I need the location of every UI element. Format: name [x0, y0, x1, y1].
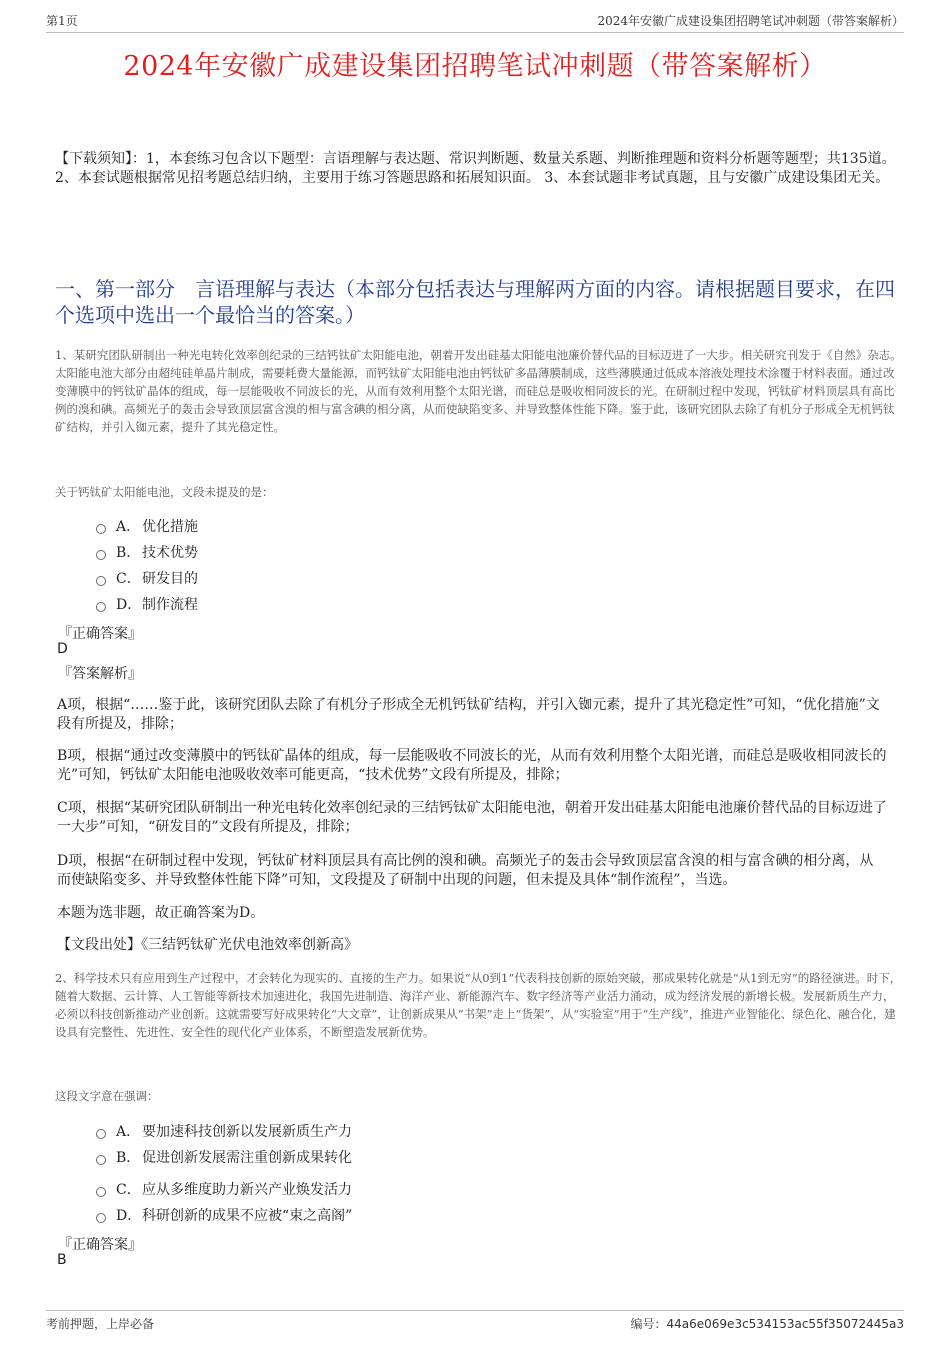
radio-icon[interactable]	[96, 550, 106, 560]
option-text: 优化措施	[142, 519, 198, 535]
question-1-prompt: 关于钙钛矿太阳能电池，文段未提及的是：	[55, 485, 274, 499]
q2-option-c[interactable]	[96, 1179, 352, 1199]
q2-option-a[interactable]	[96, 1121, 352, 1141]
option-letter: C．	[116, 571, 141, 587]
analysis-d: D项，根据“在研制过程中发现，钙钛矿材料顶层具有高比例的溴和碘。高频光子的轰击会导致顶层富含溴的相与富含碘的相分离，从而使缺陷变多、并导致整体性能下降”可知，文段提及了研制中出现的问题，但未提及具体“制作流程”，当选。	[57, 853, 874, 888]
q2-option-d[interactable]	[96, 1205, 352, 1225]
page-number: 第1页	[46, 14, 78, 28]
analysis-b: B项，根据“通过改变薄膜中的钙钛矿晶体的组成，每一层能吸收不同波长的光，从而有效利用整个太阳光谱，而硅总是吸收相同波长的光”可知，钙钛矿太阳能电池吸收效率可能更高，“技术优势”文段有所提及，排除；	[57, 748, 887, 783]
analysis-c: C项，根据“某研究团队研制出一种光电转化效率创纪录的三结钙钛矿太阳能电池，朝着开发出硅基太阳能电池廉价替代品的目标迈进了一大步”可知，“研发目的”文段有所提及，排除；	[57, 800, 887, 835]
option-letter: D．	[116, 597, 142, 613]
analysis-label: 『答案解析』	[58, 666, 142, 682]
radio-icon[interactable]	[96, 1129, 106, 1139]
option-text: 科研创新的成果不应被“束之高阁”	[142, 1208, 353, 1224]
q2-option-b[interactable]	[96, 1147, 352, 1167]
question-2-prompt: 这段文字意在强调：	[55, 1089, 159, 1103]
q1-option-c[interactable]	[96, 568, 198, 588]
q1-option-d[interactable]	[96, 594, 198, 614]
q1-option-b[interactable]	[96, 542, 198, 562]
correct-answer-label: 『正确答案』	[58, 626, 142, 642]
question-1-text: 1、某研究团队研制出一种光电转化效率创纪录的三结钙钛矿太阳能电池，朝着开发出硅基太阳能电池廉价替代品的目标迈进了一大步。相关研究刊发于《自然》杂志。太阳能电池大部分由超纯硅单晶片制成，需要耗费大量能源，而钙钛矿太阳能电池由钙钛矿多晶薄膜制成，这些薄膜通过低成本溶液处理技术涂覆于材料表面。通过改变薄膜中的钙钛矿晶体的组成，每一层能吸收不同波长的光，从而有效利用整个太阳光谱，而硅总是吸收相同波长的光。在研制过程中发现，钙钛矿材料顶层具有高比例的溴和碘。高频光子的轰击会导致顶层富含溴的相与富含碘的相分离，从而使缺陷变多、并导致整体性能下降。鉴于此，该研究团队去除了有机分子形成全无机钙钛矿结构，并引入铷元素，提升了其光稳定性。	[55, 348, 902, 434]
option-letter: D．	[116, 1208, 142, 1224]
q1-option-a[interactable]	[96, 516, 198, 536]
download-notice: 【下载须知】：1，本套练习包含以下题型：言语理解与表达题、常识判断题、数量关系题、判断推理题和资料分析题等题型；共135道。 2、本套试题根据常见招考题总结归纳，主要用于练习答题思路和拓展知识面。 3、本套试题非考试真题，且与安徽广成建设集团无关。	[55, 151, 896, 186]
text-source: 【文段出处】《三结钙钛矿光伏电池效率创新高》	[57, 937, 358, 953]
page-header	[46, 12, 904, 33]
header-doc-title: 2024年安徽广成建设集团招聘笔试冲刺题（带答案解析）	[597, 14, 904, 28]
option-text: 技术优势	[142, 545, 198, 561]
option-letter: B．	[116, 545, 141, 561]
option-letter: A．	[116, 519, 141, 535]
option-text: 研发目的	[142, 571, 198, 587]
document-title: 2024年安徽广成建设集团招聘笔试冲刺题（带答案解析）	[123, 51, 827, 82]
radio-icon[interactable]	[96, 602, 106, 612]
radio-icon[interactable]	[96, 1213, 106, 1223]
radio-icon[interactable]	[96, 576, 106, 586]
option-text: 制作流程	[142, 597, 198, 613]
question-2-text: 2、科学技术只有应用到生产过程中，才会转化为现实的、直接的生产力。如果说“从0到1”代表科技创新的原始突破，那成果转化就是“从1到无穷”的路径演进。时下，随着大数据、云计算、人工智能等新技术加速进化，我国先进制造、海洋产业、新能源汽车、数字经济等产业活力涌动，成为经济发展的新增长极。发展新质生产力，必须以科技创新推动产业创新。这就需要写好成果转化“大文章”，让创新成果从“书架”走上“货架”，从“实验室”用于“生产线”，推进产业智能化、绿色化、融合化，建设具有完整性、先进性、安全性的现代化产业体系，不断塑造发展新优势。	[55, 971, 902, 1039]
correct-answer: B	[57, 1252, 67, 1268]
analysis-a: A项，根据“……鉴于此，该研究团队去除了有机分子形成全无机钙钛矿结构，并引入铷元素，提升了其光稳定性”可知，“优化措施”文段有所提及，排除；	[57, 697, 880, 732]
option-text: 要加速科技创新以发展新质生产力	[142, 1124, 352, 1140]
document-code	[631, 1315, 905, 1332]
option-letter: C．	[116, 1182, 141, 1198]
correct-answer: D	[57, 641, 68, 657]
section-heading: 一、第一部分 言语理解与表达（本部分包括表达与理解两方面的内容。请根据题目要求，在四个选项中选出一个最恰当的答案。）	[55, 277, 895, 327]
correct-answer-label: 『正确答案』	[58, 1237, 142, 1253]
option-text: 促进创新发展需注重创新成果转化	[142, 1150, 352, 1166]
code-value: 44a6e069e3c534153ac55f35072445a3	[666, 1317, 904, 1331]
footer-slogan: 考前押题，上岸必备	[46, 1317, 155, 1331]
radio-icon[interactable]	[96, 1155, 106, 1165]
option-letter: A．	[116, 1124, 141, 1140]
option-text: 应从多维度助力新兴产业焕发活力	[142, 1182, 352, 1198]
option-letter: B．	[116, 1150, 141, 1166]
analysis-conclusion: 本题为选非题，故正确答案为D。	[57, 905, 265, 921]
code-label: 编号：	[630, 1317, 667, 1331]
page-footer	[46, 1310, 904, 1332]
radio-icon[interactable]	[96, 1187, 106, 1197]
radio-icon[interactable]	[96, 524, 106, 534]
